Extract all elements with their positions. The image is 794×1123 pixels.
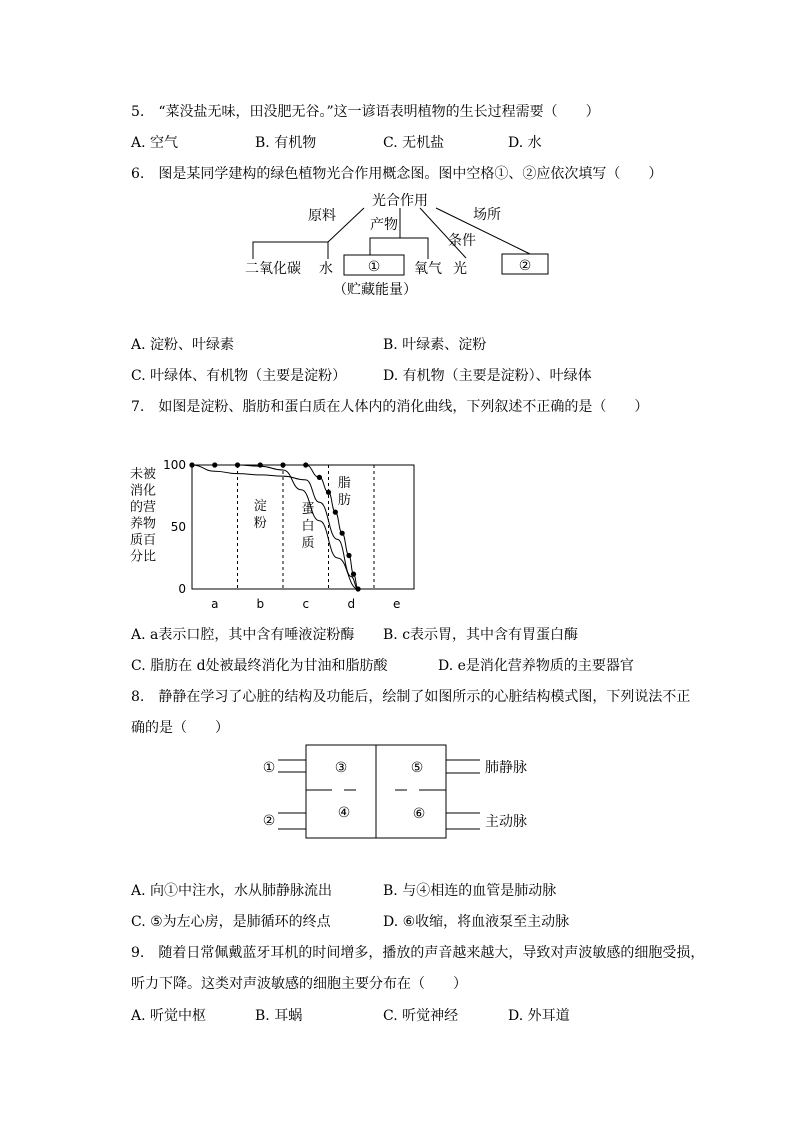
q7-xtick-label: b: [256, 597, 265, 611]
q6-option-d: D. 有机物（主要是淀粉）、叶绿体: [383, 368, 592, 384]
q8-option-d: D. ⑥收缩，将血液泵至主动脉: [383, 914, 570, 930]
q7-ytick-label: 0: [178, 582, 186, 596]
q9-option-b: B. 耳蜗: [255, 1008, 303, 1024]
q6-leaf-oxygen: 氧气: [414, 261, 442, 277]
q8-label-pulmonary-vein: 肺静脉: [485, 760, 527, 776]
q7-series-label: 淀: [253, 499, 267, 514]
q9-stem-line1: 9. 随着日常佩戴蓝牙耳机的时间增多，播放的声音越来越大，导致对声波敏感的细胞受损，: [131, 945, 705, 961]
q7-xtick-label: a: [211, 597, 219, 611]
q8-stem-line1: 8. 静静在学习了心脏的结构及功能后，绘制了如图所示的心脏结构模式图，下列说法不正: [131, 689, 691, 705]
q8-label-aorta: 主动脉: [485, 814, 527, 830]
q5-option-c: C. 无机盐: [383, 135, 445, 151]
q7-option-a: A. a表示口腔，其中含有唾液淀粉酶: [131, 627, 355, 643]
q7-xtick-label: e: [393, 597, 401, 611]
q6-option-a: A. 淀粉、叶绿素: [131, 337, 235, 353]
q8-label-2: ②: [262, 813, 276, 829]
q7-ylabel-line: 消化: [130, 483, 157, 499]
q7-ylabel-line: 的营: [130, 500, 157, 515]
q6-box1-label: ①: [367, 259, 381, 275]
q6-leaf-co2: 二氧化碳: [245, 261, 301, 277]
q5-option-d: D. 水: [508, 135, 542, 151]
q8-label-3: ③: [334, 760, 348, 776]
q5-stem: 5. “菜没盐无味，田没肥无谷。”这一谚语表明植物的生长过程需要（ ）: [131, 104, 600, 120]
q7-option-b: B. c表示胃，其中含有胃蛋白酶: [383, 627, 579, 643]
q7-series-label: 脂: [337, 476, 351, 491]
q8-label-1: ①: [262, 760, 276, 776]
q8-option-c: C. ⑤为左心房，是肺循环的终点: [131, 914, 331, 930]
q6-branch-condition: 条件: [448, 233, 476, 249]
q7-ylabel-line: 未被: [130, 467, 157, 482]
q7-option-c: C. 脂肪在 d处被最终消化为甘油和脂肪酸: [131, 658, 388, 674]
q6-root-label: 光合作用: [372, 193, 428, 209]
q6-option-b: B. 叶绿素、淀粉: [383, 337, 487, 353]
q6-stem: 6. 图是某同学建构的绿色植物光合作用概念图。图中空格①、②应依次填写（ ）: [131, 166, 663, 182]
q8-option-b: B. 与④相连的血管是肺动脉: [383, 883, 557, 899]
q8-label-4: ④: [337, 805, 351, 821]
q7-stem: 7. 如图是淀粉、脂肪和蛋白质在人体内的消化曲线，下列叙述不正确的是（ ）: [131, 399, 649, 415]
q7-series-label: 肪: [337, 493, 351, 508]
q7-ylabel-line: 质百: [130, 533, 157, 548]
q6-branch-raw: 原料: [308, 208, 336, 224]
q6-branch-place: 场所: [473, 207, 501, 223]
q7-xtick-label: d: [347, 597, 356, 611]
q5-option-b: B. 有机物: [255, 135, 317, 151]
q7-ylabel-line: 分比: [130, 549, 157, 565]
q6-option-c: C. 叶绿体、有机物（主要是淀粉）: [131, 368, 347, 384]
q7-series-label: 白: [301, 519, 315, 534]
q7-series-label: 粉: [253, 516, 267, 531]
q6-note: （贮藏能量）: [333, 282, 417, 298]
q8-stem-line2: 确的是（ ）: [131, 720, 229, 736]
q7-xtick-label: c: [302, 597, 310, 611]
q9-option-c: C. 听觉神经: [383, 1008, 459, 1024]
q7-series-label: 质: [301, 536, 315, 551]
q7-ytick-label: 50: [170, 520, 186, 534]
q7-series-label: 蛋: [301, 502, 315, 517]
q6-branch-product: 产物: [370, 217, 398, 233]
q6-leaf-water: 水: [319, 261, 333, 277]
q7-ylabel-line: 养物: [130, 516, 157, 532]
q8-label-6: ⑥: [412, 806, 426, 822]
q9-option-a: A. 听觉中枢: [131, 1008, 207, 1024]
q5-option-a: A. 空气: [131, 135, 179, 151]
q8-label-5: ⑤: [410, 760, 424, 776]
q7-ytick-label: 100: [163, 458, 186, 472]
q8-option-a: A. 向①中注水，水从肺静脉流出: [131, 883, 333, 899]
q6-box2-label: ②: [518, 258, 532, 274]
q9-option-d: D. 外耳道: [508, 1008, 570, 1024]
q9-stem-line2: 听力下降。这类对声波敏感的细胞主要分布在（ ）: [131, 976, 467, 992]
q7-option-d: D. e是消化营养物质的主要器官: [438, 658, 634, 674]
q6-leaf-light: 光: [453, 261, 467, 277]
